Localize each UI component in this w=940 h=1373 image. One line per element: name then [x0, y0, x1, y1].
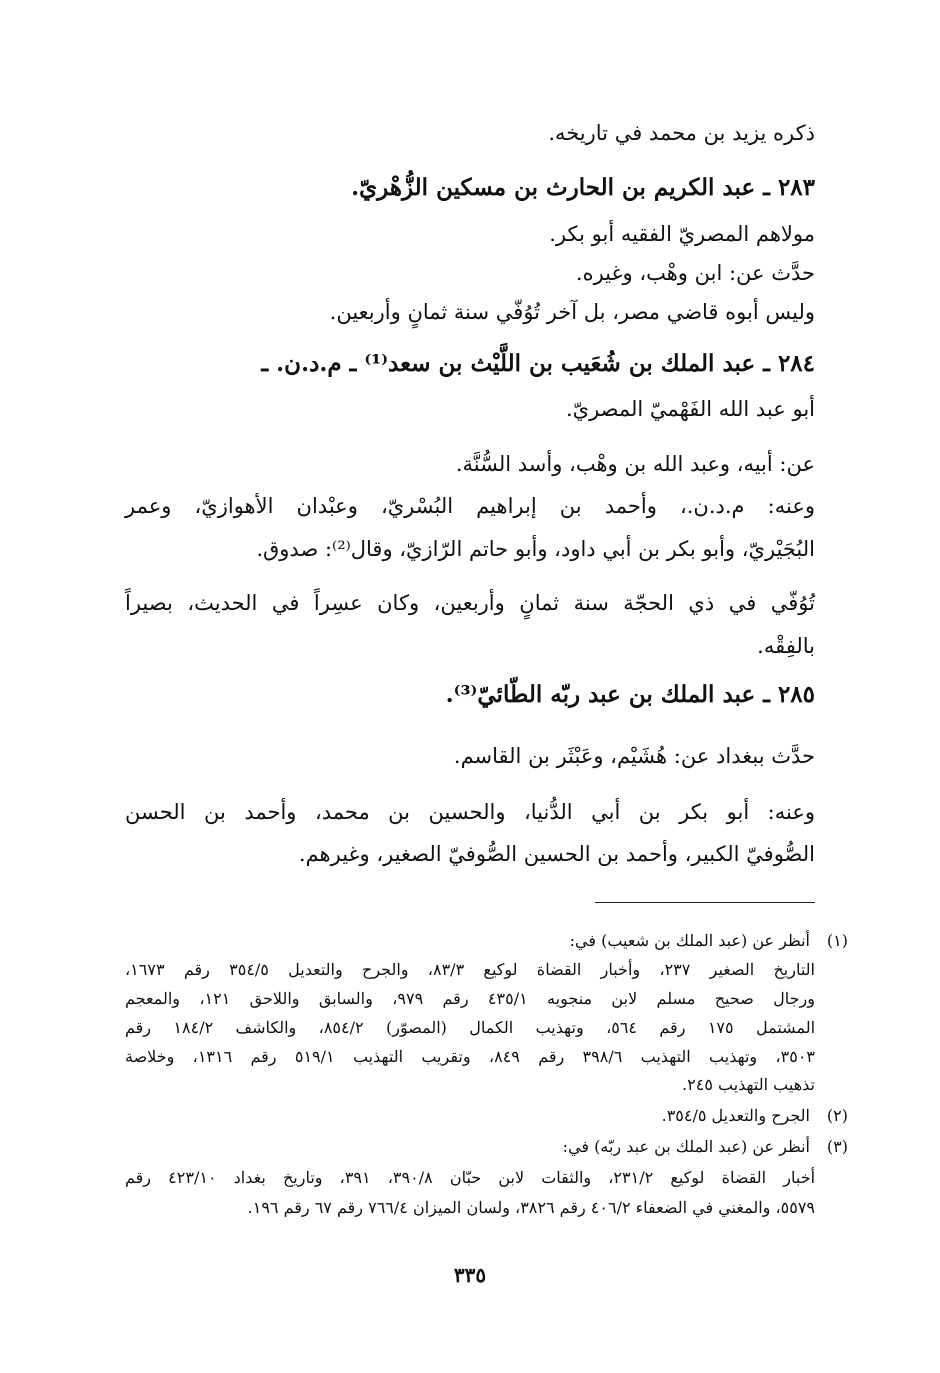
text-line: وليس أبوه قاضي مصر، بل آخر تُوُفّي سنة ثمانٍ وأربعين.	[329, 300, 815, 324]
footnote-line: تذهيب التهذيب ٢٤٥.	[682, 1075, 815, 1094]
text-line: وعنه: أبو بكر بن أبي الدُّنيا، والحسين بن محمد، وأحمد بن الحسن	[125, 800, 815, 824]
text-line: البُجَيْريّ، وأبو بكر بن أبي داود، وأبو حاتم الرّازيّ، وقال⁽²⁾: صدوق.	[256, 537, 815, 561]
text-line: حدَّث عن: ابن وهْب، وغيره.	[575, 261, 815, 285]
footnote-line: ٥٥٧٩، والمغني في الضعفاء ٤٠٦/٢ رقم ٣٨٢٦، ولسان الميزان ٧٦٦/٤ رقم ٦٧ رقم ١٩٦.	[247, 1198, 815, 1217]
text-line: وعنه: م.د.ن.، وأحمد بن إبراهيم البُسْريّ، وعبْدان الأهوازيّ، وعمر	[125, 494, 815, 518]
footnote-number: (٣)	[826, 1137, 848, 1156]
entry-284-heading: ٢٨٤ ـ عبد الملك بن شُعَيب بن اللَّيْث بن سعد⁽¹⁾ ـ م.د.ن. ـ	[261, 350, 815, 377]
text-line: ذكره يزيد بن محمد في تاريخه.	[548, 121, 815, 145]
footnote-1	[125, 928, 848, 954]
footnote-line: أخبار القضاة لوكيع ٢٣١/٢، والثقات لابن حبّان ٣٩٠/٨، ٣٩١، وتاريخ بغداد ٤٢٣/١٠ رقم	[125, 1168, 816, 1187]
footnote-line: التاريخ الصغير ٢٣٧، وأخبار القضاة لوكيع ٨٣/٣، والجرح والتعديل ٣٥٤/٥ رقم ١٦٧٣،	[125, 960, 815, 979]
text-line: عن: أبيه، وعبد الله بن وهْب، وأسد السُّنَّة.	[455, 452, 815, 476]
footnote-line: المشتمل ١٧٥ رقم ٥٦٤، وتهذيب الكمال (المصوّر) ٨٥٤/٢، والكاشف ١٨٤/٢ رقم	[125, 1018, 816, 1037]
footnote-divider	[595, 902, 815, 903]
text-line: تُوُفّي في ذي الحجّة سنة ثمانٍ وأربعين، وكان عسِراً في الحديث، بصيراً	[125, 591, 815, 615]
footnote-text: أنظر عن (عبد الملك بن عبد ربّه) في:	[562, 1137, 810, 1156]
entry-285-heading: ٢٨٥ ـ عبد الملك بن عبد ربّه الطّائيّ⁽³⁾.	[445, 681, 815, 708]
text-line: الصُّوفيّ الكبير، وأحمد بن الحسين الصُّوفيّ الصغير، وغيرهم.	[298, 842, 815, 866]
footnote-text: أنظر عن (عبد الملك بن شعيب) في:	[569, 931, 810, 950]
footnote-text: الجرح والتعديل ٣٥٤/٥.	[661, 1106, 810, 1125]
text-line: مولاهم المصريّ الفقيه أبو بكر.	[549, 222, 815, 246]
entry-283-heading: ٢٨٣ ـ عبد الكريم بن الحارث بن مسكين الزُّهْريّ.	[351, 174, 815, 201]
text-line: أبو عبد الله الفَهْميّ المصريّ.	[565, 397, 815, 421]
text-line: بالفِقْه.	[757, 634, 815, 658]
footnote-2	[125, 1103, 848, 1129]
footnote-number: (١)	[826, 931, 848, 950]
text-line: حدَّث ببغداد عن: هُشَيْم، وعَبْثَر بن القاسم.	[453, 744, 815, 768]
page-number: ٣٣٥	[453, 1263, 487, 1287]
footnote-line: ٣٥٠٣، وتهذيب التهذيب ٣٩٨/٦ رقم ٨٤٩، وتقريب التهذيب ٥١٩/١ رقم ١٣١٦، وخلاصة	[125, 1047, 816, 1066]
footnote-number: (٢)	[826, 1106, 848, 1125]
footnote-line: ورجال صحيح مسلم لابن منجويه ٤٣٥/١ رقم ٩٧٩، والسابق واللاحق ١٢١، والمعجم	[125, 989, 815, 1008]
footnote-3	[125, 1134, 848, 1160]
